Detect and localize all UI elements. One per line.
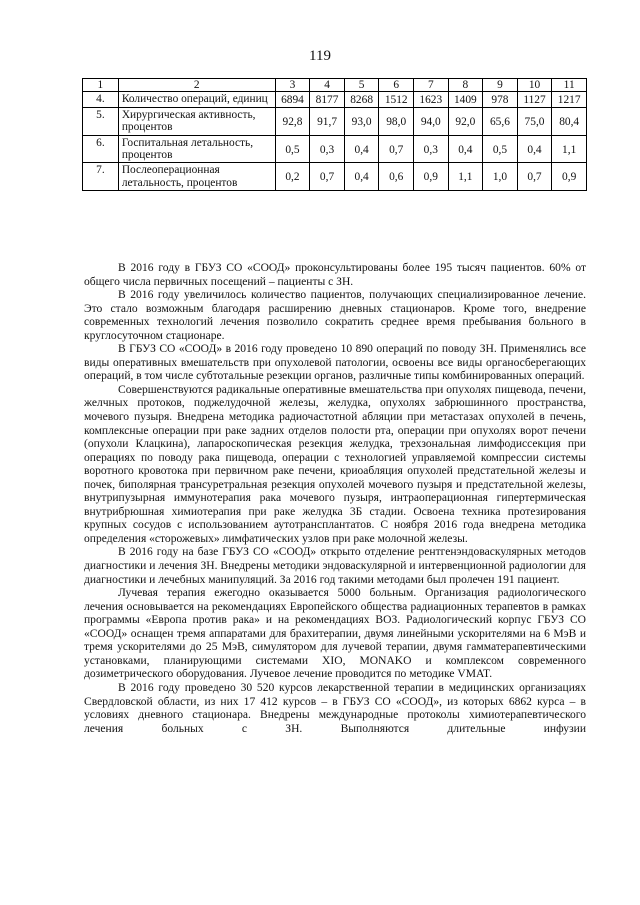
table-cell: 65,6 xyxy=(483,107,518,135)
table-cell: 0,9 xyxy=(552,163,587,191)
table-cell: 1,1 xyxy=(552,135,587,163)
table-header-cell: 3 xyxy=(275,79,310,92)
paragraph: В 2016 году увеличилось количество пациентов, получающих специализированное лечение. Это стало возможным благодаря расширению дневных стационаров. Кроме того, внедрение современных технологий лечения позволило сократить среднее время пребывания больного в круглосуточном стационаре. xyxy=(84,289,586,342)
table-cell: 8268 xyxy=(344,92,379,107)
table-row xyxy=(83,107,587,135)
table-cell: 6894 xyxy=(275,92,310,107)
paragraph: В 2016 году проведено 30 520 курсов лекарственной терапии в медицинских организациях Свердловской области, из них 17 412 курсов – в ГБУЗ СО «СООД», из которых 6862 курса – в условиях дневного стационара. Внедрены международные протоколы химиотерапевтического лечения больных с ЗН. Выполняются длительные инфузии xyxy=(84,681,586,735)
table-cell: 978 xyxy=(483,92,518,107)
page-number: 119 xyxy=(309,48,331,64)
row-number: 5. xyxy=(83,107,119,135)
table-cell: 1,0 xyxy=(483,163,518,191)
row-number: 6. xyxy=(83,135,119,163)
table-cell: 0,4 xyxy=(517,135,552,163)
table-cell: 1127 xyxy=(517,92,552,107)
row-indicator-name: Послеоперационная летальность, процентов xyxy=(118,163,275,191)
table-cell: 0,7 xyxy=(379,135,414,163)
table-header-cell: 1 xyxy=(83,79,119,92)
paragraph: Лучевая терапия ежегодно оказывается 5000 больным. Организация радиологического лечения основывается на рекомендациях Европейского общества радиационных терапевтов в рамках программы «Европа против рака» и на рекомендациях ВОЗ. Радиологический корпус ГБУЗ СО «СООД» оснащен тремя аппаратами для брахитерапии, двумя линейными ускорителями на 6 МэВ и тремя ускорителями до 25 МэВ, симулятором для лучевой терапии, двумя гамматерапевтическими установками, планирующими системами XIO, MONAKO и комплексом современного дозиметрического оборудования. Лучевое лечение проводится по методике VMAT. xyxy=(84,587,586,681)
table-cell: 0,9 xyxy=(414,163,449,191)
table-cell: 93,0 xyxy=(344,107,379,135)
row-indicator-name: Госпитальная летальность, процентов xyxy=(118,135,275,163)
table-cell: 0,2 xyxy=(275,163,310,191)
table-row xyxy=(83,163,587,191)
table-cell: 80,4 xyxy=(552,107,587,135)
table-cell: 0,5 xyxy=(275,135,310,163)
statistics-table xyxy=(82,78,587,191)
table-header-cell: 10 xyxy=(517,79,552,92)
table-cell: 0,5 xyxy=(483,135,518,163)
table-cell: 92,0 xyxy=(448,107,483,135)
table-cell: 1217 xyxy=(552,92,587,107)
table-cell: 0,4 xyxy=(344,163,379,191)
table-header-cell: 4 xyxy=(310,79,345,92)
table-cell: 92,8 xyxy=(275,107,310,135)
table-cell: 91,7 xyxy=(310,107,345,135)
table-cell: 1512 xyxy=(379,92,414,107)
table-header-row xyxy=(83,79,587,92)
table-cell: 1409 xyxy=(448,92,483,107)
table-cell: 0,7 xyxy=(517,163,552,191)
row-indicator-name: Хирургическая активность, процентов xyxy=(118,107,275,135)
table-row xyxy=(83,135,587,163)
row-number: 7. xyxy=(83,163,119,191)
table-cell: 98,0 xyxy=(379,107,414,135)
paragraph: В 2016 году в ГБУЗ СО «СООД» проконсультированы более 195 тысяч пациентов. 60% от общего числа первичных посещений – пациенты с ЗН. xyxy=(84,262,586,288)
table-cell: 75,0 xyxy=(517,107,552,135)
table-header-cell: 2 xyxy=(118,79,275,92)
table-cell: 0,6 xyxy=(379,163,414,191)
paragraph: Совершенствуются радикальные оперативные вмешательства при опухолях пищевода, печени, желчных протоков, поджелудочной железы, желудка, опухолях забрюшинного пространства, мочевого пузыря. Внедрена методика радиочастотной абляции при метастазах опухолей в печень, комплексные операции при раке задних отделов полости рта, операции при опухолях ворот печени (опухоли Клацкина), лапароскопическая резекция желудка, трехзональная лимфодиссекция при операциях по поводу рака пищевода, операции с технологией управляемой компрессии системы воротного кровотока при первичном раке печени, криоабляция опухолей предстательной железы и почек, биполярная трансуретральная резекция опухолей мочевого пузыря и предстательной железы, внутрипузырная иммунотерапия рака мочевого пузыря, интраоперационная гипертермическая внутрибрюшная химиотерапия при раке желудка 3Б стадии. Освоена техника протезирования крупных сосудов с использованием аутотрансплантатов. С ноября 2016 года внедрена методика определения «сторожевых» лимфатических узлов при раке молочной железы. xyxy=(84,383,586,545)
table-cell: 1623 xyxy=(414,92,449,107)
table-header-cell: 11 xyxy=(552,79,587,92)
table-cell: 0,4 xyxy=(448,135,483,163)
table-cell: 0,7 xyxy=(310,163,345,191)
paragraph: В 2016 году на базе ГБУЗ СО «СООД» открыто отделение рентгенэндоваскулярных методов диагностики и лечения ЗН. Внедрены методики эндоваскулярной и интервенционной радиологии для диагностики и лечебных манипуляций. За 2016 год такими методами был пролечен 191 пациент. xyxy=(84,546,586,586)
table-cell: 0,4 xyxy=(344,135,379,163)
table-header-cell: 8 xyxy=(448,79,483,92)
table-row xyxy=(83,92,587,107)
table-cell: 94,0 xyxy=(414,107,449,135)
table-cell: 8177 xyxy=(310,92,345,107)
table-cell: 0,3 xyxy=(414,135,449,163)
table-cell: 0,3 xyxy=(310,135,345,163)
paragraph: В ГБУЗ СО «СООД» в 2016 году проведено 10 890 операций по поводу ЗН. Применялись все виды оперативных вмешательств при опухолевой патологии, освоены все виды органосберегающих операций, в том числе субтотальные резекции органов, различные типы комбинированных операций. xyxy=(84,343,586,383)
row-number: 4. xyxy=(83,92,119,107)
row-indicator-name: Количество операций, единиц xyxy=(118,92,275,107)
table-header-cell: 6 xyxy=(379,79,414,92)
body-text xyxy=(84,262,586,736)
table-header-cell: 7 xyxy=(414,79,449,92)
table-header-cell: 5 xyxy=(344,79,379,92)
table-header-cell: 9 xyxy=(483,79,518,92)
table-cell: 1,1 xyxy=(448,163,483,191)
